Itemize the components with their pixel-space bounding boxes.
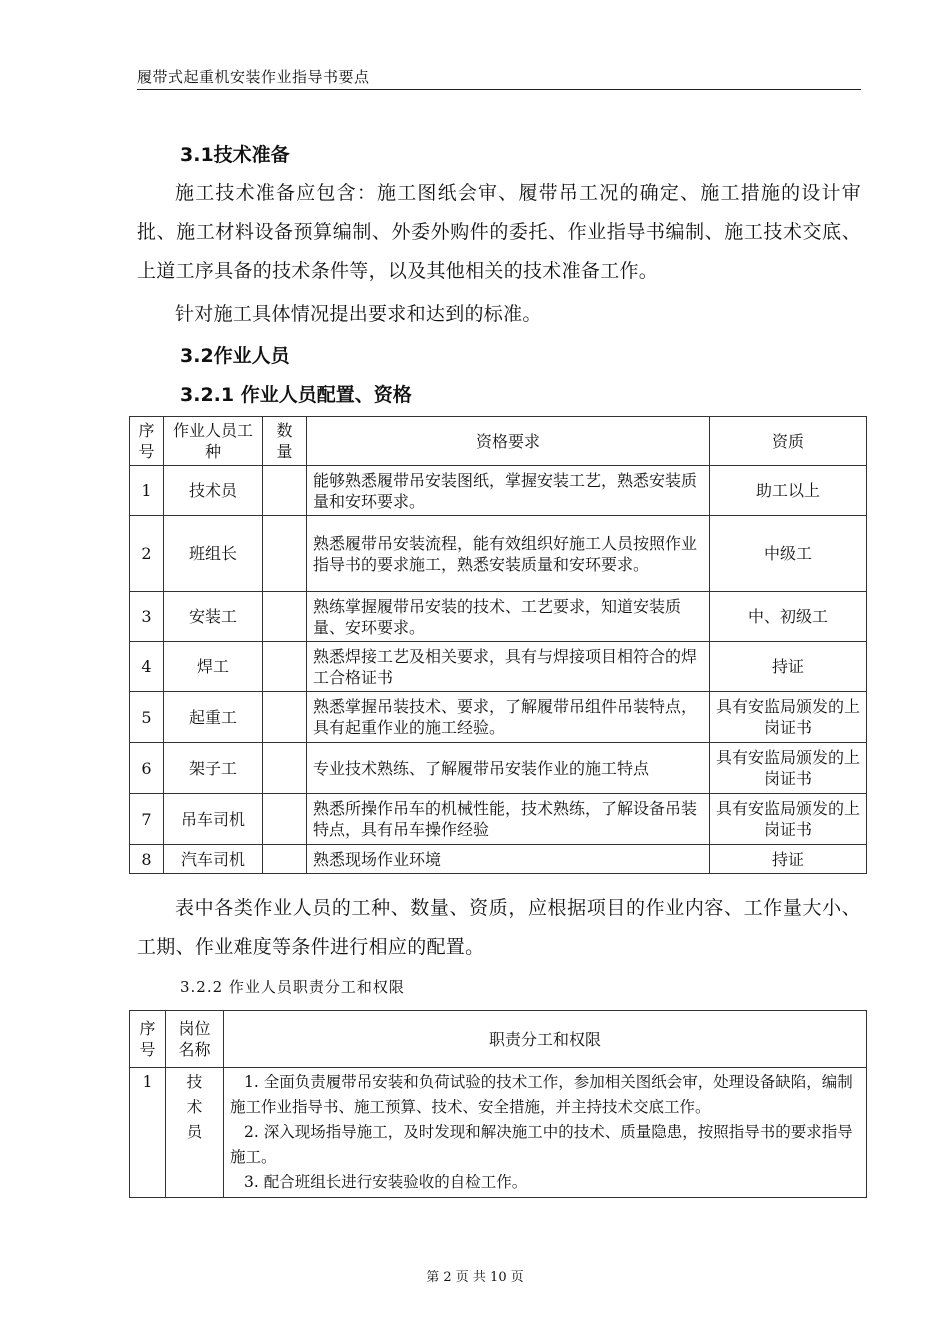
cell-qty [263, 845, 307, 874]
paragraph-technical-prep: 施工技术准备应包含：施工图纸会审、履带吊工况的确定、施工措施的设计审批、施工材料设备预算编制、外委外购件的委托、作业指导书编制、施工技术交底、上道工序具备的技术条件等，以及其他相关的技术准备工作。 [137, 182, 861, 282]
table-row [130, 516, 867, 592]
cell-no: 8 [130, 845, 164, 874]
cell-no: 5 [130, 692, 164, 743]
cell-qty [263, 794, 307, 845]
cell-requirements: 熟悉履带吊安装流程，能有效组织好施工人员按照作业指导书的要求施工，熟悉安装质量和安环要求。 [307, 516, 710, 592]
cell-requirements: 熟悉焊接工艺及相关要求，具有与焊接项目相符合的焊工合格证书 [307, 642, 710, 692]
cell-type: 安装工 [164, 592, 263, 642]
cell-type: 起重工 [164, 692, 263, 743]
cell-qualification: 中、初级工 [710, 592, 867, 642]
cell-qualification: 持证 [710, 845, 867, 874]
col-header-type: 作业人员工种 [164, 417, 263, 466]
cell-no: 2 [130, 516, 164, 592]
cell-qty [263, 516, 307, 592]
cell-requirements: 熟悉掌握吊装技术、要求，了解履带吊组件吊装特点，具有起重作业的施工经验。 [307, 692, 710, 743]
section-heading-3-1: 3.1技术准备 [180, 144, 290, 166]
duty-item: 1. 全面负责履带吊安装和负荷试验的技术工作，参加相关图纸会审，处理设备缺陷，编制施工作业指导书、施工预算、技术、安全措施，并主持技术交底工作。 [230, 1073, 853, 1116]
table-row [130, 794, 867, 845]
cell-post: 技术员 [166, 1068, 224, 1198]
cell-no: 1 [130, 1068, 166, 1198]
table-row [130, 1068, 867, 1198]
table-row [130, 642, 867, 692]
subsection-heading-3-2-1: 3.2.1 作业人员配置、资格 [180, 384, 412, 406]
paragraph-requirements: 针对施工具体情况提出要求和达到的标准。 [175, 303, 542, 325]
section-heading-3-2: 3.2作业人员 [180, 345, 290, 367]
paragraph-staff-config: 表中各类作业人员的工种、数量、资质，应根据项目的作业内容、工作量大小、工期、作业难度等条件进行相应的配置。 [137, 897, 861, 958]
table-row [130, 692, 867, 743]
cell-type: 技术员 [164, 466, 263, 516]
cell-type: 焊工 [164, 642, 263, 692]
col-header-qualification: 资质 [710, 417, 867, 466]
cell-qualification: 具有安监局颁发的上岗证书 [710, 692, 867, 743]
cell-requirements: 熟练掌握履带吊安装的技术、工艺要求，知道安装质量、安环要求。 [307, 592, 710, 642]
col-header-no: 序号 [130, 1011, 166, 1068]
cell-no: 7 [130, 794, 164, 845]
table-row [130, 466, 867, 516]
cell-no: 6 [130, 743, 164, 794]
table-header-row [130, 417, 867, 466]
cell-requirements: 能够熟悉履带吊安装图纸，掌握安装工艺，熟悉安装质量和安环要求。 [307, 466, 710, 516]
col-header-post: 岗位名称 [166, 1011, 224, 1068]
page-footer: 第 2 页 共 10 页 [426, 1270, 524, 1285]
col-header-qty: 数量 [263, 417, 307, 466]
cell-type: 班组长 [164, 516, 263, 592]
table-row [130, 845, 867, 874]
cell-type: 架子工 [164, 743, 263, 794]
cell-type: 汽车司机 [164, 845, 263, 874]
cell-requirements: 熟悉现场作业环境 [307, 845, 710, 874]
cell-requirements: 熟悉所操作吊车的机械性能，技术熟练，了解设备吊装特点，具有吊车操作经验 [307, 794, 710, 845]
cell-duties [224, 1068, 867, 1198]
col-header-duties: 职责分工和权限 [224, 1011, 867, 1068]
col-header-no: 序号 [130, 417, 164, 466]
staff-qualification-table [129, 416, 867, 874]
cell-requirements: 专业技术熟练、了解履带吊安装作业的施工特点 [307, 743, 710, 794]
cell-no: 3 [130, 592, 164, 642]
subsection-heading-3-2-2: 3.2.2 作业人员职责分工和权限 [180, 978, 405, 996]
cell-no: 4 [130, 642, 164, 692]
cell-qualification: 助工以上 [710, 466, 867, 516]
duties-table [129, 1010, 867, 1198]
cell-qty [263, 592, 307, 642]
cell-qualification: 具有安监局颁发的上岗证书 [710, 794, 867, 845]
col-header-requirements: 资格要求 [307, 417, 710, 466]
cell-qualification: 持证 [710, 642, 867, 692]
cell-qualification: 中级工 [710, 516, 867, 592]
cell-qty [263, 692, 307, 743]
cell-type: 吊车司机 [164, 794, 263, 845]
cell-qty [263, 743, 307, 794]
cell-qualification: 具有安监局颁发的上岗证书 [710, 743, 867, 794]
table-row [130, 743, 867, 794]
table-header-row [130, 1011, 867, 1068]
table-row [130, 592, 867, 642]
page-header: 履带式起重机安装作业指导书要点 [137, 66, 861, 90]
cell-qty [263, 466, 307, 516]
duty-item: 2. 深入现场指导施工，及时发现和解决施工中的技术、质量隐患，按照指导书的要求指导施工。 [230, 1123, 853, 1166]
cell-qty [263, 642, 307, 692]
cell-no: 1 [130, 466, 164, 516]
duty-item: 3. 配合班组长进行安装验收的自检工作。 [244, 1173, 528, 1191]
